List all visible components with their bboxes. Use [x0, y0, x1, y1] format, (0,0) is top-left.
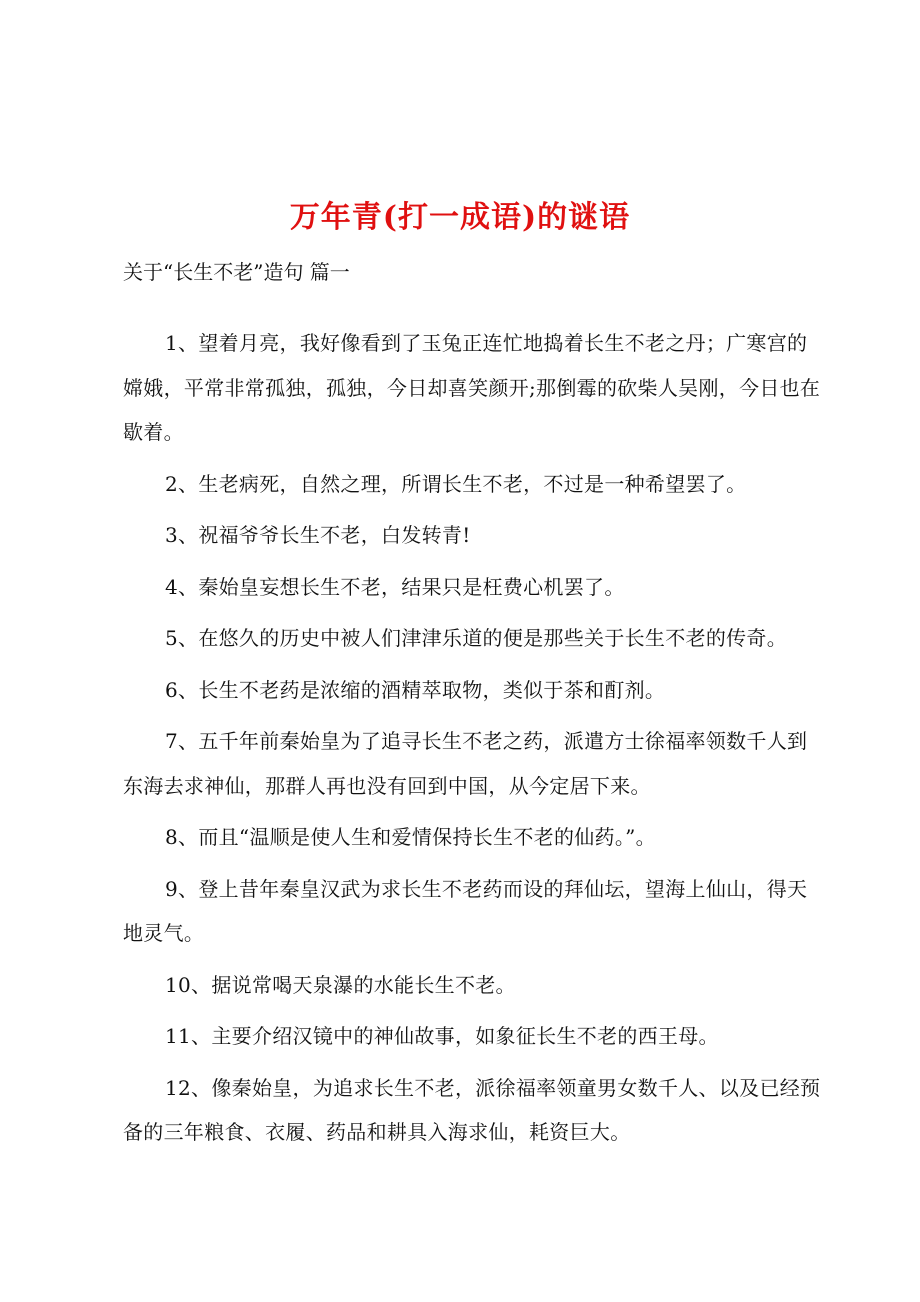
- paragraph-1: 1、望着月亮，我好像看到了玉兔正连忙地捣着长生不老之丹；广寒宫的嫦娥，平常非常孤独，孤独，今日却喜笑颜开;那倒霉的砍柴人吴刚，今日也在歇着。: [123, 331, 821, 444]
- document-body: [123, 321, 823, 1162]
- paragraph-11: 11、主要介绍汉镜中的神仙故事，如象征长生不老的西王母。: [165, 1024, 719, 1048]
- paragraph-7: 7、五千年前秦始皇为了追寻长生不老之药，派遣方士徐福率领数千人到东海去求神仙，那群人再也没有回到中国，从今定居下来。: [123, 729, 808, 798]
- paragraph-3: 3、祝福爷爷长生不老，白发转青!: [165, 523, 471, 547]
- section-heading: 关于“长生不老”造句 篇一: [123, 260, 350, 284]
- paragraph-10: 10、据说常喝天泉瀑的水能长生不老。: [165, 972, 516, 997]
- paragraph-5: 5、在悠久的历史中被人们津津乐道的便是那些关于长生不老的传奇。: [165, 626, 788, 650]
- paragraph-9: 9、登上昔年秦皇汉武为求长生不老药而设的拜仙坛，望海上仙山，得天地灵气。: [123, 876, 808, 945]
- paragraph-8: 8、而且“温顺是使人生和爱情保持长生不老的仙药。”。: [165, 825, 656, 849]
- paragraph-12: 12、像秦始皇，为追求长生不老，派徐福率领童男女数千人、以及已经预备的三年粮食、衣履、药品和耕具入海求仙，耗资巨大。: [123, 1075, 821, 1144]
- page-title: 万年青(打一成语)的谜语: [289, 200, 631, 235]
- paragraph-2: 2、生老病死，自然之理，所谓长生不老，不过是一种希望罢了。: [165, 471, 747, 496]
- paragraph-6: 6、长生不老药是浓缩的酒精萃取物，类似于茶和酊剂。: [165, 677, 666, 702]
- paragraph-4: 4、秦始皇妄想长生不老，结果只是枉费心机罢了。: [165, 574, 625, 599]
